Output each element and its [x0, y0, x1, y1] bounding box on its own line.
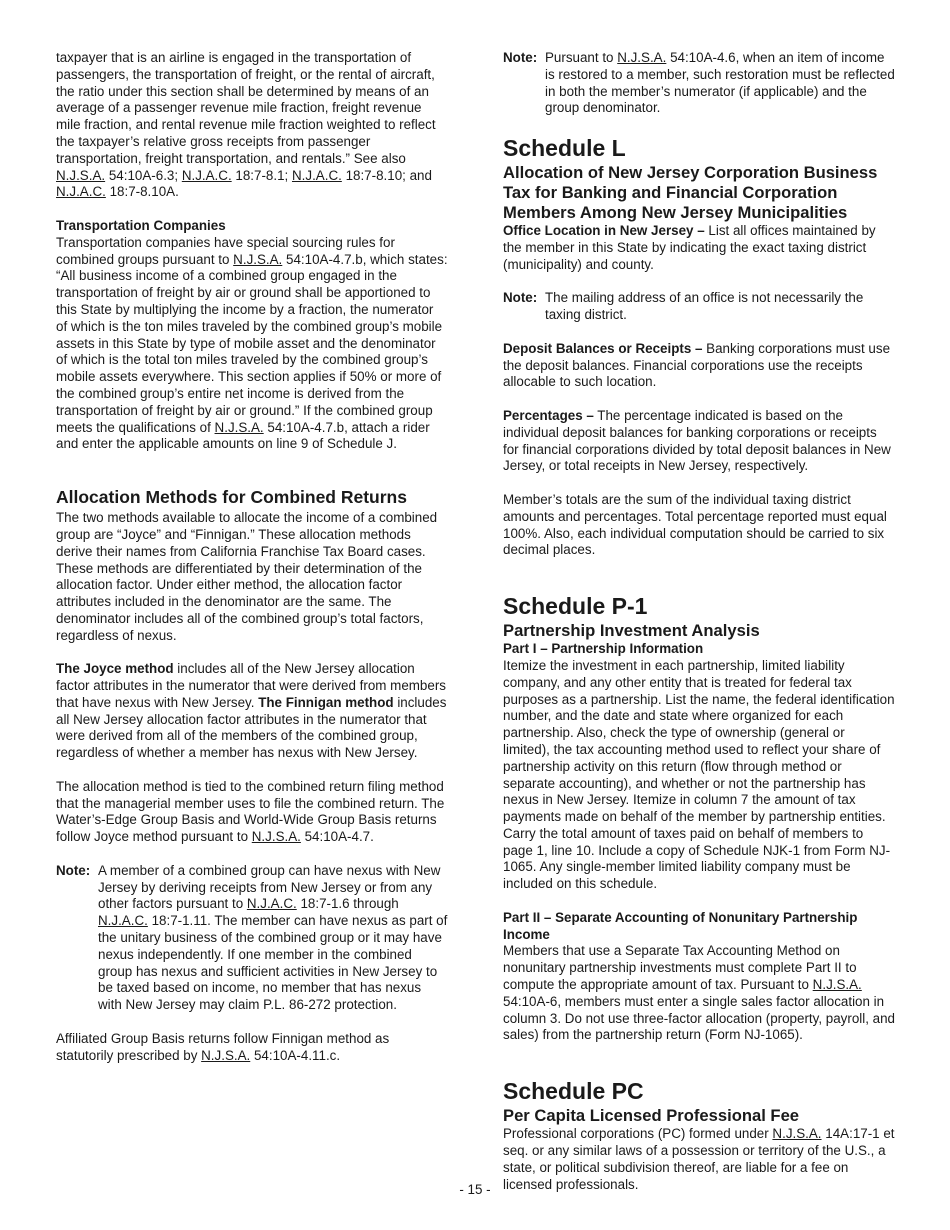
- airline-paragraph: taxpayer that is an airline is engaged in the transportation of passengers, the transportation of freight, or the rental of aircraft, the ratio under this section shall be determined by means of an average of a passenger revenue mile fraction, freight revenue mile fraction, and rental revenue mile fraction weighted to reflect the taxpayer’s relative gross receipts from passenger transportation, freight transportation, and rentals.” See also N.J.S.A. 54:10A-6.3; N.J.A.C. 18:7-8.1; N.J.A.C. 18:7-8.10; and N.J.A.C. 18:7-8.10A.: [56, 50, 436, 200]
- restoration-note: [503, 50, 895, 117]
- schedule-p1-title: Schedule P-1: [503, 593, 648, 620]
- statute-ref: N.J.S.A.: [812, 977, 862, 993]
- nexus-note: [56, 863, 448, 1014]
- left-column: [56, 50, 448, 1081]
- page-number: - 15 -: [459, 1182, 491, 1197]
- part-2-paragraph: Members that use a Separate Tax Accounting Method on nonunitary partnership investments must complete Part II to compute the appropriate amount of tax. Pursuant to N.J.S.A. 54:10A-6, members must enter a single sales factor allocation in column 3. Do not use three-factor allocation (property, payroll, and sales) from the partnership return (Form NJ-1065).: [503, 943, 896, 1043]
- allocation-intro-paragraph: The two methods available to allocate the income of a combined group are “Joyce” and “Finnigan.” These allocation methods derive their names from California Franchise Tax Board cases. These methods are differentiated by their determination of the allocation factor. Under either method, the allocation factor attributes included in the denominator are the same. The denominator includes all of the combined group’s total factors, regardless of nexus.: [56, 510, 438, 643]
- professional-corporation-paragraph: Professional corporations (PC) formed under N.J.S.A. 14A:17-1 et seq. or any similar laws of a possession or territory of the U.S., a state, or political subdivision thereof, are liable for a fee on licensed professionals.: [503, 1126, 895, 1192]
- schedule-pc-title: Schedule PC: [503, 1078, 644, 1105]
- schedule-l-subtitle: Allocation of New Jersey Corporation Business Tax for Banking and Financial Corporation Members Among New Jersey Municipalities: [503, 163, 878, 223]
- note-text: Pursuant to N.J.S.A. 54:10A-4.6, when an item of income is restored to a member, such restoration must be reflected in both the member’s numerator (if applicable) and the group denominator.: [545, 50, 895, 116]
- right-column: [503, 50, 895, 1210]
- member-totals-paragraph: Member’s totals are the sum of the individual taxing district amounts and percentages. Total percentage reported must equal 100%. Also, each individual computation should be carried to six decimal places.: [503, 491, 887, 558]
- statute-ref: N.J.S.A.: [201, 1047, 251, 1063]
- part-1-heading: Part I – Partnership Information: [503, 641, 704, 657]
- regulation-ref: N.J.A.C.: [291, 167, 342, 183]
- schedule-pc-subtitle: Per Capita Licensed Professional Fee: [503, 1106, 800, 1126]
- part-1-paragraph: Itemize the investment in each partnership, limited liability company, and any other entity that is treated for federal tax purposes as a partnership. List the name, the federal identification number, and the date and state where organized for each partnership. Also, check the type of ownership (general or limited), the tax accounting method used to reflect your share of partnership activity on this return (flow through method or separate accounting), and whether or not the partnership has nexus in New Jersey. Itemize in column 7 the amount of tax payments made on behalf of the member by partnership entities. Carry the total amount of taxes paid on behalf of members to page 1, line 10. Include a copy of Schedule NJK-1 from Form NJ-1065. Any single-member limited liability company must be included on this schedule.: [503, 657, 895, 892]
- note-text: A member of a combined group can have nexus with New Jersey by deriving receipts from New Jersey or from any other factors pursuant to N.J.A.C. 18:7-1.6 through N.J.A.C. 18:7-1.11. The member can have nexus as part of the unitary business of the combined group or it may have nexus independently. If one member in the combined group has nexus and sufficient activities in New Jersey to be taxed based on income, no member that has nexus with New Jersey may claim P.L. 86-272 protection.: [98, 862, 448, 1013]
- regulation-ref: N.J.A.C.: [98, 913, 148, 929]
- note-label: Note:: [503, 290, 538, 306]
- allocation-filing-paragraph: The allocation method is tied to the combined return filing method that the managerial member uses to file the combined return. The Water’s-Edge Group Basis and World-Wide Group Basis returns follow Joyce method pursuant to N.J.S.A. 54:10A-4.7.: [56, 778, 445, 845]
- regulation-ref: N.J.A.C.: [181, 167, 232, 183]
- affiliated-group-paragraph: Affiliated Group Basis returns follow Finnigan method as statutorily prescribed by N.J.S.A. 54:10A-4.11.c.: [56, 1030, 390, 1063]
- note-label: Note:: [56, 862, 91, 878]
- statute-ref: N.J.S.A.: [56, 167, 106, 183]
- statute-ref: N.J.S.A.: [251, 829, 301, 845]
- note-label: Note:: [503, 50, 538, 65]
- percentages-paragraph: Percentages – The percentage indicated is based on the individual deposit balances for banking corporations or receipts for financial corporations divided by total deposit balances in New Jersey, or total receipts in New Jersey, respectively.: [503, 407, 891, 474]
- statute-ref: N.J.S.A.: [214, 419, 264, 435]
- allocation-methods-heading: Allocation Methods for Combined Returns: [56, 487, 407, 508]
- schedule-l-title: Schedule L: [503, 135, 626, 162]
- note-text: The mailing address of an office is not necessarily the taxing district.: [545, 290, 864, 323]
- part-2-heading: Part II – Separate Accounting of Nonunitary Partnership Income: [503, 909, 858, 942]
- deposit-balances-paragraph: Deposit Balances or Receipts – Banking corporations must use the deposit balances. Financial corporations use the receipts allocable to such location.: [503, 340, 891, 390]
- transportation-paragraph: Transportation companies have special sourcing rules for combined groups pursuant to N.J.S.A. 54:10A-4.7.b, which states: “All business income of a combined group engaged in the transportation of freight by air or ground shall be apportioned to this State by multiplying the income by a fraction, the numerator of which is the ton miles traveled by the combined group’s mobile assets in this State by type of mobile asset and the denominator of which is the total ton miles traveled by the combined group’s mobile assets everywhere. This section applies if 50% or more of the combined group’s entire net income is derived from the transportation of freight by air or ground.” If the combined group meets the qualifications of N.J.S.A. 54:10A-4.7.b, attach a rider and enter the applicable amounts on line 9 of Schedule J.: [56, 234, 448, 452]
- regulation-ref: N.J.A.C.: [56, 184, 106, 200]
- statute-ref: N.J.S.A.: [233, 251, 283, 267]
- regulation-ref: N.J.A.C.: [246, 896, 297, 912]
- statute-ref: N.J.S.A.: [617, 50, 667, 65]
- transportation-heading: Transportation Companies: [56, 217, 226, 233]
- schedule-p1-subtitle: Partnership Investment Analysis: [503, 621, 760, 641]
- office-location-paragraph: Office Location in New Jersey – List all offices maintained by the member in this State by indicating the exact taxing district (municipality) and county.: [503, 223, 876, 272]
- statute-ref: N.J.S.A.: [772, 1126, 822, 1142]
- mailing-address-note: [503, 290, 895, 324]
- joyce-finnigan-paragraph: The Joyce method includes all of the New Jersey allocation factor attributes in the numerator that were derived from members that have nexus with New Jersey. The Finnigan method includes all New Jersey allocation factor attributes in the numerator that were derived from all of the members of the combined group, regardless of whether a member has nexus with New Jersey.: [56, 661, 447, 761]
